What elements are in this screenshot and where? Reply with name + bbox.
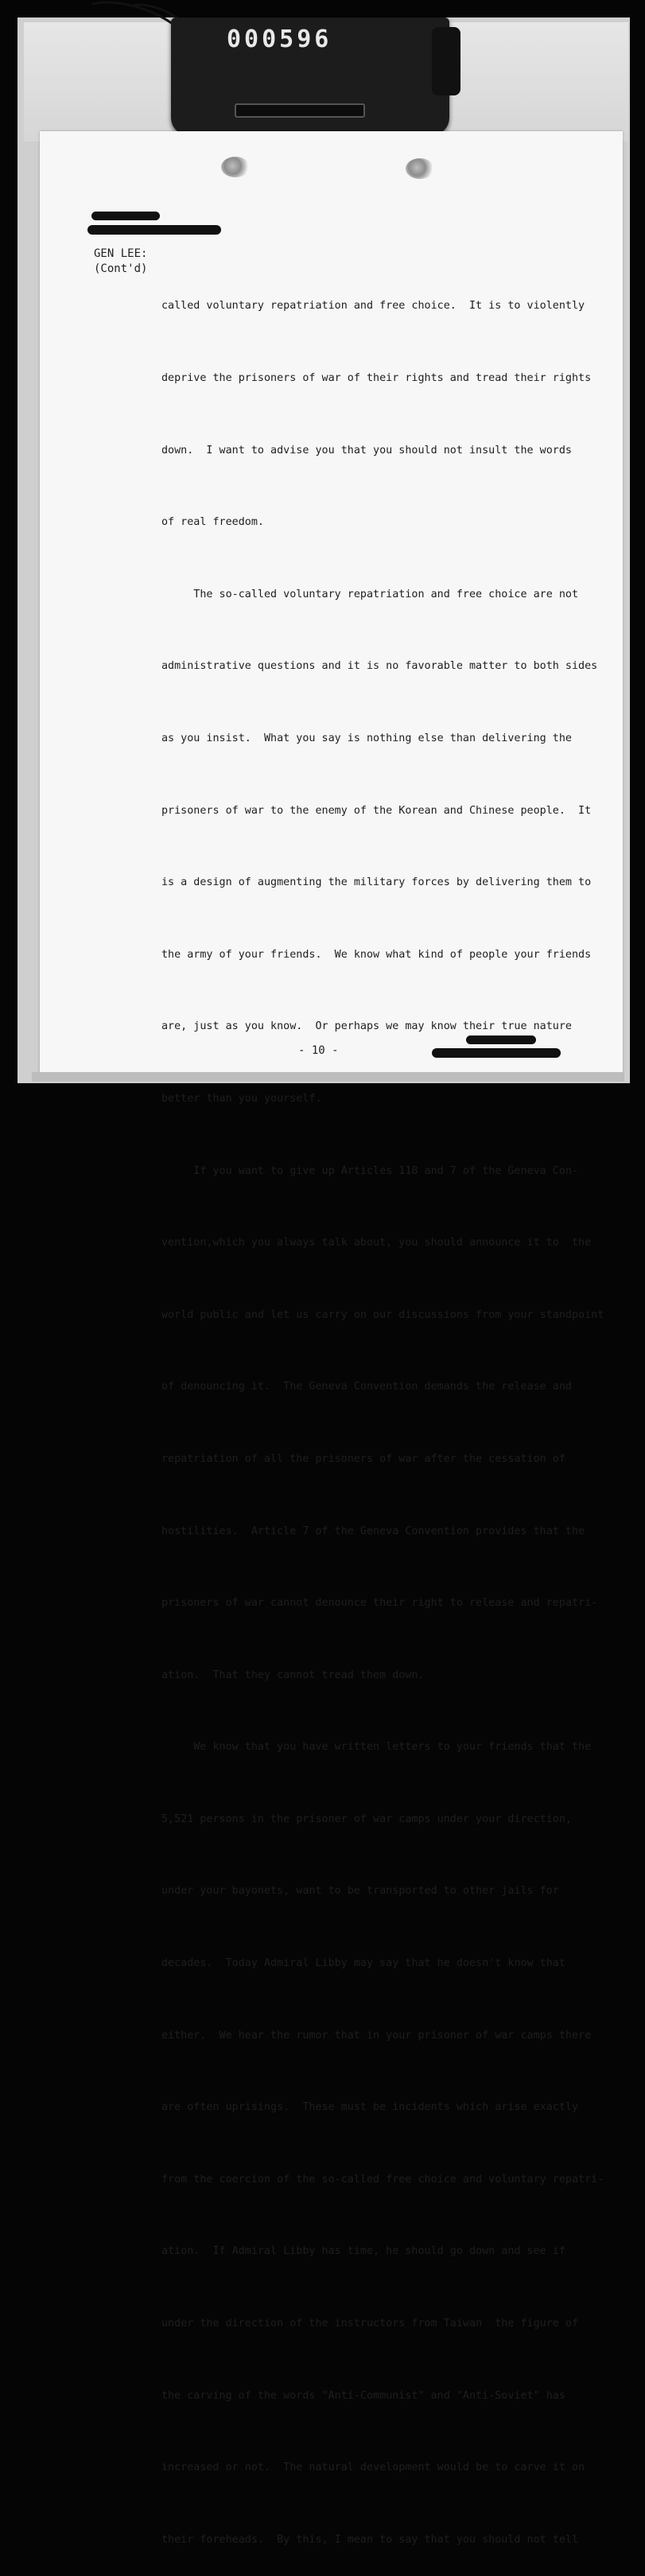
punch-hole-right [406, 158, 434, 179]
speaker-continued: (Cont'd) [94, 262, 148, 275]
transcript-body [161, 247, 604, 2576]
body-line: under your bayonets, want to be transported to other jails for [161, 1885, 559, 1898]
punch-hole-left [221, 157, 250, 177]
body-line: repatriation of all the prisoners of war after the cessation of [161, 1452, 565, 1465]
body-line: increased or not. The natural development would be to carve it on [161, 2461, 585, 2474]
counter-slot [235, 103, 365, 118]
body-line: 5,521 persons in the prisoner of war camps under your direction, [161, 1813, 572, 1825]
redaction-bar-1 [91, 212, 160, 220]
body-line: hostilities. Article 7 of the Geneva Convention provides that the [161, 1525, 585, 1537]
body-line: administrative questions and it is no favorable matter to both sides [161, 660, 598, 673]
redaction-bar-4 [432, 1048, 561, 1058]
body-line: called voluntary repatriation and free choice. It is to violently [161, 300, 585, 313]
body-line: world public and let us carry on our discussions from your standpoint [161, 1308, 604, 1321]
body-line: the carving of the words "Anti-Communist" and "Anti-Soviet" has [161, 2389, 565, 2402]
body-line: ation. That they cannot tread them down. [161, 1669, 425, 1681]
counter-number: 000596 [227, 25, 332, 53]
body-line: are often uprisings. These must be incidents which arise exactly [161, 2101, 579, 2114]
body-line: deprive the prisoners of war of their rights and tread their rights [161, 372, 592, 384]
scanner-bottom-edge [32, 1072, 624, 1082]
body-line: their foreheads. By this, I mean to say that you should not tell [161, 2533, 579, 2546]
body-line: decades. Today Admiral Libby may say that he doesn't know that [161, 1957, 565, 1970]
body-line: under the direction of the instructors from Taiwan the figure of [161, 2318, 579, 2330]
body-line: prisoners of war cannot denounce their right to release and repatri- [161, 1597, 598, 1610]
speaker-name: GEN LEE: [94, 247, 148, 260]
body-line: vention,which you always talk about, you should announce it to the [161, 1237, 592, 1249]
body-line: either. We hear the rumor that in your prisoner of war camps there [161, 2029, 592, 2042]
body-line: ation. If Admiral Libby has time, he should go down and see if [161, 2245, 565, 2258]
body-line: is a design of augmenting the military forces by delivering them to [161, 876, 592, 889]
body-line: The so-called voluntary repatriation and free choice are not [161, 588, 579, 600]
speaker-label [94, 247, 157, 277]
body-line: the army of your friends. We know what kind of people your friends [161, 948, 592, 961]
body-line: are, just as you know. Or perhaps we may know their true nature [161, 1020, 572, 1033]
counter-knob [432, 27, 460, 95]
body-line: of real freedom. [161, 516, 264, 529]
redaction-bar-3 [466, 1035, 536, 1044]
redaction-bar-2 [87, 225, 221, 235]
body-line: prisoners of war to the enemy of the Korean and Chinese people. It [161, 804, 592, 817]
page-number: - 10 - [298, 1044, 339, 1057]
body-line: If you want to give up Articles 118 and 7 of the Geneva Con- [161, 1164, 579, 1177]
body-line: down. I want to advise you that you should not insult the words [161, 444, 572, 457]
body-line: from the coercion of the so-called free choice and voluntary repatri- [161, 2173, 604, 2186]
body-line: We know that you have written letters to your friends that the [161, 1741, 592, 1754]
frame-counter [171, 17, 449, 135]
body-line: better than you yourself. [161, 1092, 322, 1105]
body-line: as you insist. What you say is nothing else than delivering the [161, 732, 572, 744]
body-line: of denouncing it. The Geneva Convention demands the release and [161, 1381, 572, 1393]
